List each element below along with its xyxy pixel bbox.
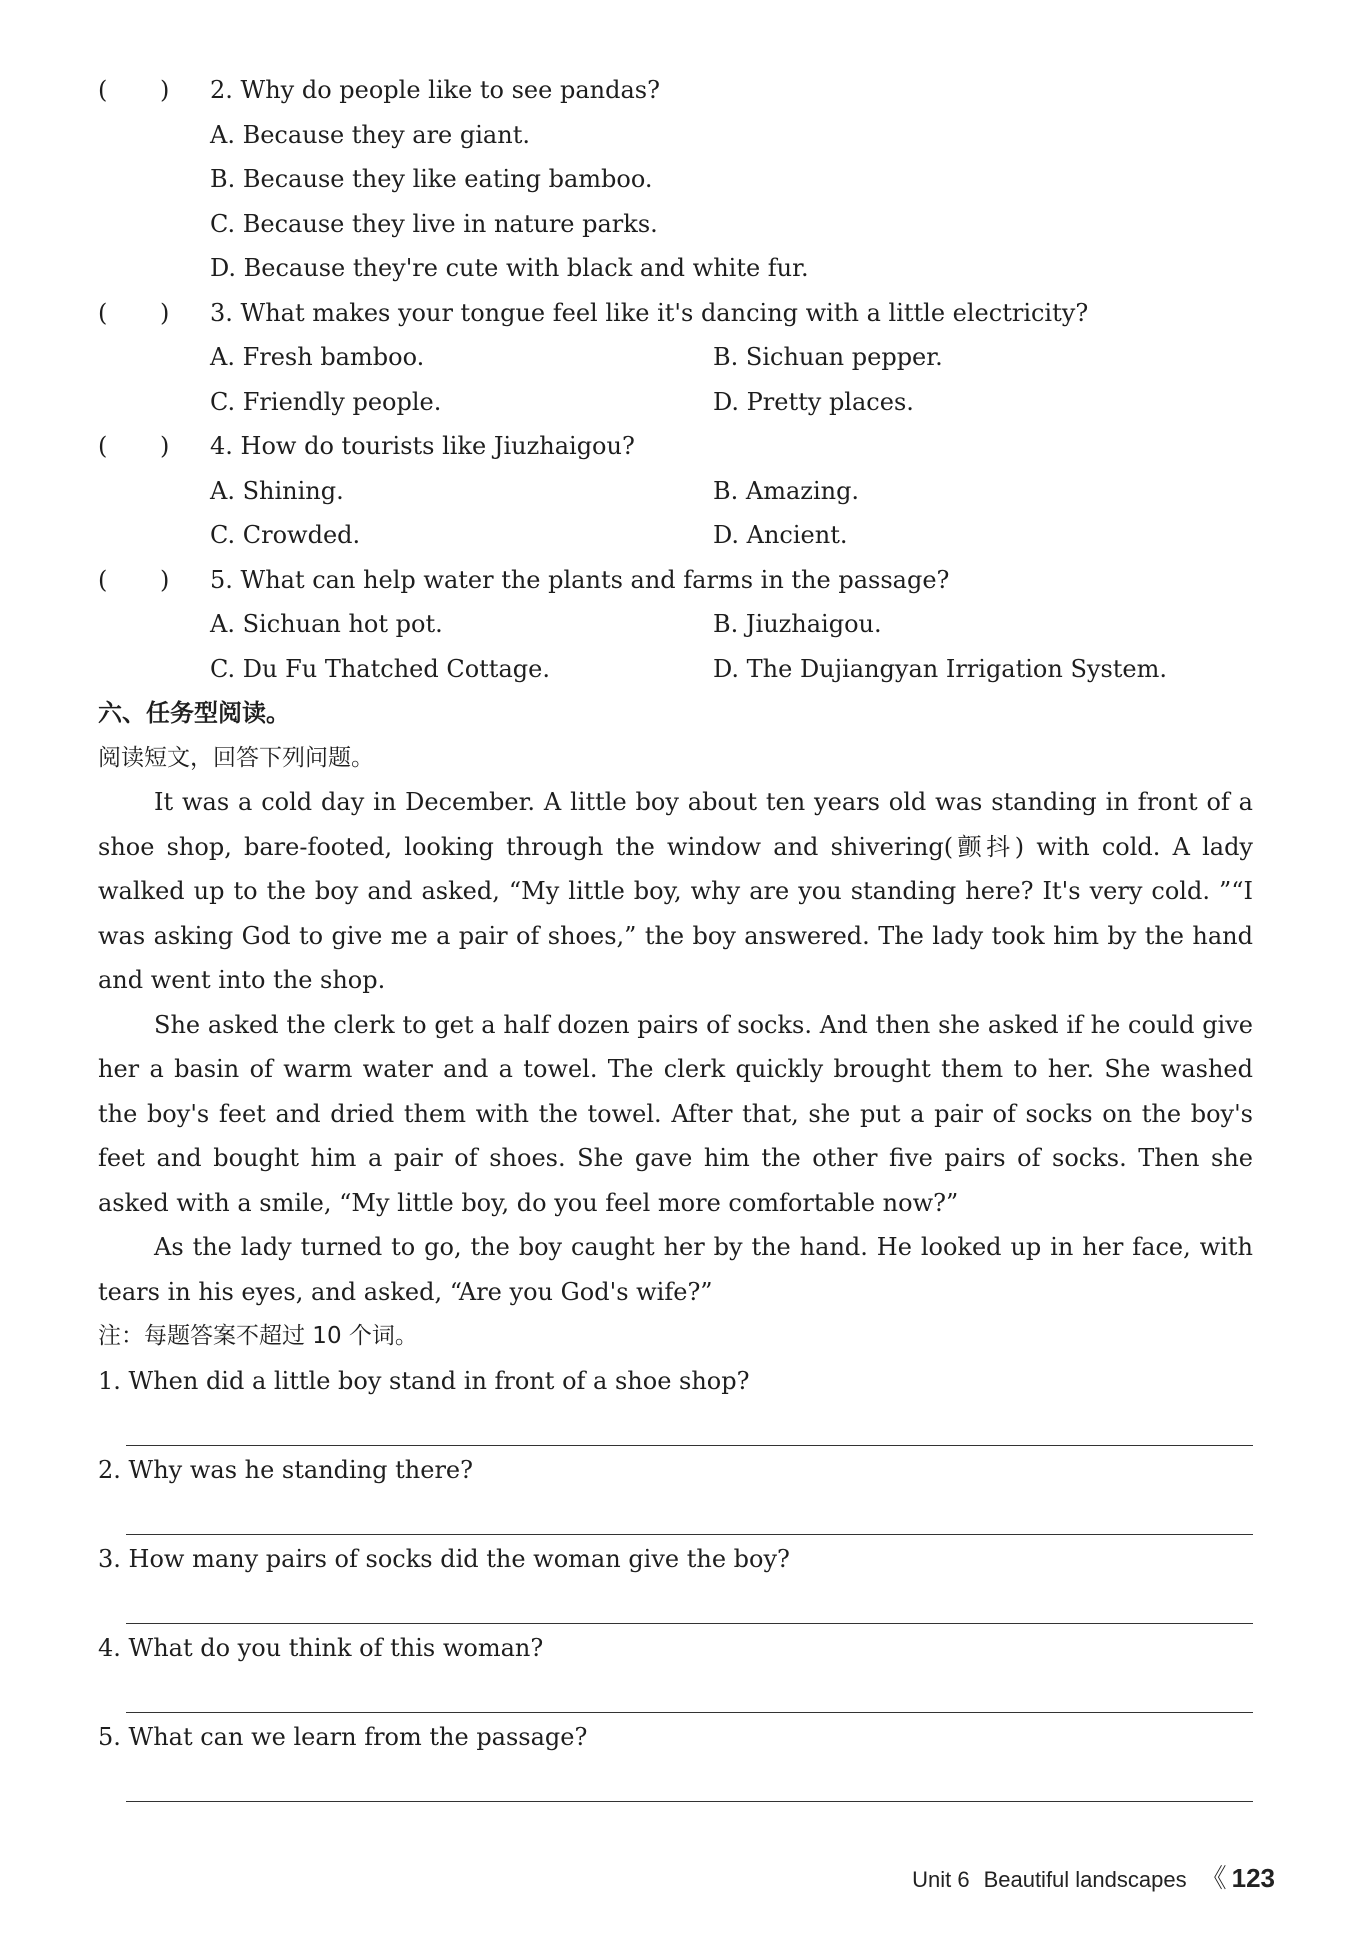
question-text: 4. How do tourists like Jiuzhaigou? (210, 432, 635, 460)
page-footer (912, 1858, 1275, 1895)
option: B. Jiuzhaigou. (713, 610, 882, 638)
option-row (98, 647, 1253, 692)
question-text: 4. What do you think of this woman? (98, 1633, 544, 1662)
question-4 (98, 424, 1253, 469)
answer-line[interactable] (126, 1712, 1253, 1713)
answer-line[interactable] (126, 1445, 1253, 1446)
short-question-4 (98, 1626, 1253, 1715)
option: C. Friendly people. (210, 387, 442, 416)
unit-label: Unit 6 (912, 1867, 970, 1892)
question-5 (98, 558, 1253, 603)
option: D. Ancient. (713, 521, 848, 549)
option-row (98, 469, 1253, 514)
option: C. Du Fu Thatched Cottage. (210, 654, 550, 683)
answer-bracket-close: ) (160, 298, 170, 327)
double-chevron-left-icon: 《 (1200, 1863, 1224, 1893)
option: B. Sichuan pepper. (713, 343, 943, 371)
option: D. The Dujiangyan Irrigation System. (713, 654, 1168, 683)
question-3 (98, 291, 1253, 336)
option: A. Sichuan hot pot. (210, 610, 443, 638)
question-text: 5. What can we learn from the passage? (98, 1722, 588, 1751)
passage-paragraph: It was a cold day in December. A little boy about ten years old was standing in front of a shoe shop, bare-footed, looking through the window and shivering(颤抖) with cold. A lady walked up to the boy and asked, “My little boy, why are you standing here? It's very cold. ”“I was asking God to give me a pair of shoes,” the boy answered. The lady took him by the hand and went into the shop. (98, 788, 1253, 994)
question-text: 5. What can help water the plants and farms in the passage? (210, 565, 950, 594)
answer-bracket-open: ( (98, 565, 108, 594)
question-text: 1. When did a little boy stand in front of a shoe shop? (98, 1366, 750, 1395)
answer-bracket-open: ( (98, 76, 108, 104)
option: C. Because they live in nature parks. (210, 209, 658, 238)
passage-paragraph: She asked the clerk to get a half dozen pairs of socks. And then she asked if he could give her a basin of warm water and a towel. The clerk quickly brought them to her. She washed the boy's feet and dried them with the towel. After that, she put a pair of socks on the boy's feet and bought him a pair of shoes. She gave him the other five pairs of socks. Then she asked with a smile, “My little boy, do you feel more comfortable now?” (98, 1010, 1253, 1217)
option: A. Shining. (210, 476, 344, 505)
question-text: 3. What makes your tongue feel like it's dancing with a little electricity? (210, 298, 1089, 327)
short-question-1 (98, 1359, 1253, 1448)
answer-line[interactable] (126, 1801, 1253, 1802)
option-row (98, 513, 1253, 558)
multiple-choice-section (98, 68, 1253, 1804)
short-question-2 (98, 1448, 1253, 1537)
unit-title: Beautiful landscapes (983, 1867, 1187, 1892)
question-text: 2. Why do people like to see pandas? (210, 76, 660, 104)
option-row (98, 602, 1253, 647)
question-text: 2. Why was he standing there? (98, 1455, 473, 1484)
option: D. Pretty places. (713, 387, 914, 416)
answer-bracket-open: ( (98, 298, 108, 327)
option: B. Because they like eating bamboo. (210, 165, 653, 193)
option-row (98, 335, 1253, 380)
option: B. Amazing. (713, 476, 860, 505)
answer-line[interactable] (126, 1623, 1253, 1624)
option: A. Fresh bamboo. (210, 343, 425, 371)
passage-paragraph: As the lady turned to go, the boy caught her by the hand. He looked up in her face, with tears in his eyes, and asked, “Are you God's wife?” (98, 1233, 1253, 1306)
short-question-5 (98, 1715, 1253, 1804)
question-2 (98, 68, 1253, 113)
answer-bracket-open: ( (98, 432, 108, 460)
question-text: 3. How many pairs of socks did the woman give the boy? (98, 1544, 790, 1573)
answer-bracket-close: ) (160, 432, 170, 460)
option: D. Because they're cute with black and white fur. (210, 254, 809, 282)
option: A. Because they are giant. (210, 120, 530, 149)
note: 注：每题答案不超过 10 个词。 (98, 1323, 418, 1349)
answer-bracket-close: ) (160, 76, 170, 104)
instruction: 阅读短文，回答下列问题。 (98, 744, 374, 771)
option: C. Crowded. (210, 521, 361, 549)
page-number: 123 (1231, 1863, 1275, 1893)
option-row (98, 380, 1253, 425)
answer-bracket-close: ) (160, 565, 170, 594)
answer-line[interactable] (126, 1534, 1253, 1535)
section-title: 六、任务型阅读。 (98, 699, 290, 727)
short-question-3 (98, 1537, 1253, 1626)
